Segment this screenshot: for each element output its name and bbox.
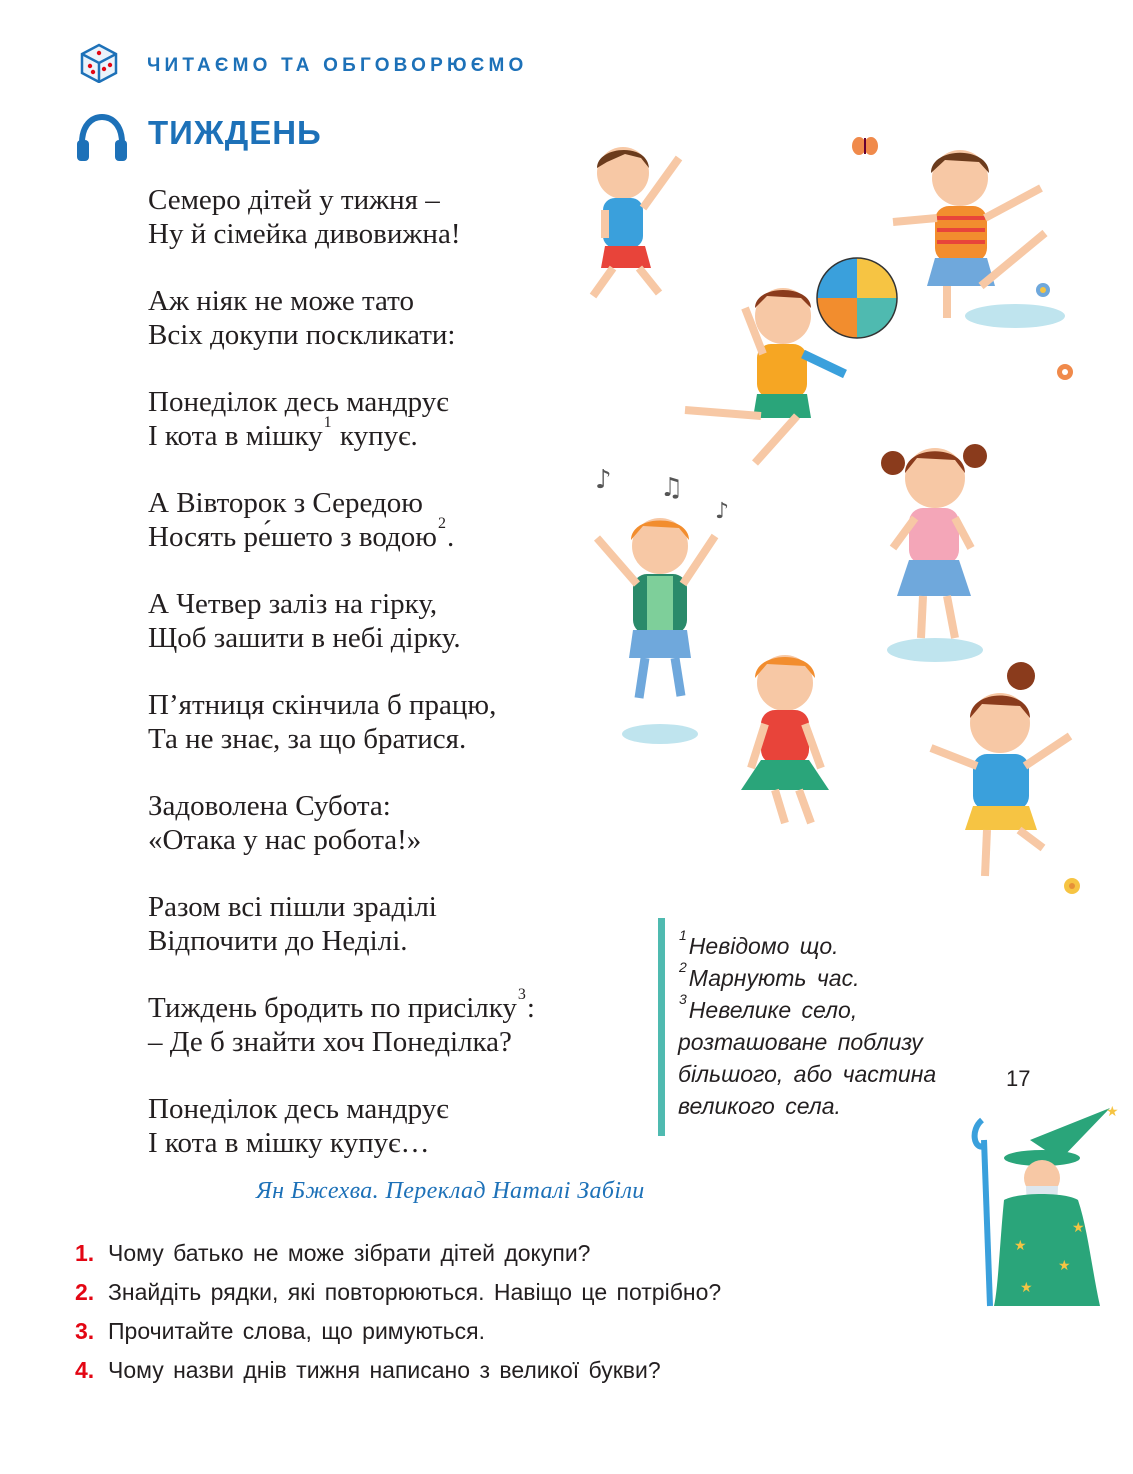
poem-line: Задоволена Субота:: [148, 790, 391, 822]
poem-line: Разом всі пішли зраділі: [148, 891, 437, 923]
question-number: 3.: [75, 1318, 95, 1344]
poem-line: [148, 515, 535, 554]
poem-line: – Де б знайти хоч Понеділка?: [148, 1026, 512, 1058]
poem-line: А Вівторок з Середою: [148, 487, 423, 519]
poem-stanza: [148, 688, 535, 756]
page-number: 17: [1006, 1066, 1031, 1091]
svg-text:★: ★: [1020, 1280, 1033, 1296]
poem-line: Та не знає, за що братися.: [148, 723, 467, 755]
poem-stanza: [148, 1092, 535, 1160]
svg-text:★: ★: [1106, 1104, 1119, 1120]
author-credit: Ян Бжехва. Переклад Наталі Забіли: [256, 1178, 645, 1204]
question-number: 4.: [75, 1357, 95, 1383]
poem-text: Носять ре́шето з водою: [148, 521, 437, 553]
wizard-illustration: [960, 1100, 1120, 1310]
question-text: Чому батько не може зібрати дітей докупи?: [108, 1240, 591, 1266]
poem-stanza: [148, 789, 535, 857]
poem-stanza: [148, 986, 535, 1059]
poem: [148, 183, 535, 1193]
section-label: ЧИТАЄМО ТА ОБГОВОРЮЄМО: [147, 55, 528, 76]
poem-line: [148, 986, 535, 1025]
poem-line: Щоб зашити в небі дірку.: [148, 622, 461, 654]
footnote-number: 1: [679, 927, 687, 943]
poem-text: Тиждень бродить по присілку: [148, 992, 517, 1024]
svg-text:♫: ♫: [660, 473, 684, 503]
footnote-text: Невелике село,: [688, 997, 858, 1023]
poem-line: Семеро дітей у тижня –: [148, 184, 440, 216]
svg-text:♪: ♪: [715, 499, 730, 524]
footnotes-box: [658, 918, 995, 1136]
poem-text: :: [526, 992, 535, 1024]
question-item: [75, 1273, 721, 1312]
svg-text:★: ★: [1014, 1238, 1027, 1254]
children-illustration: [575, 118, 1095, 918]
poem-line: І кота в мішку купує…: [148, 1127, 430, 1159]
footnote-continuation: розташоване поблизу: [678, 1029, 923, 1055]
svg-text:★: ★: [1072, 1220, 1085, 1236]
poem-line: Відпочити до Неділі.: [148, 925, 408, 957]
poem-line: Ну й сімейка дивовижна!: [148, 218, 461, 250]
question-text: Знайдіть рядки, які повторюються. Навіщо це потрібно?: [108, 1279, 722, 1305]
question-item: [75, 1351, 721, 1390]
footnote: [678, 927, 995, 962]
question-item: [75, 1312, 721, 1351]
poem-stanza: [148, 183, 535, 251]
poem-stanza: [148, 385, 535, 453]
poem-stanza: [148, 284, 535, 352]
footnote: [678, 991, 995, 1026]
poem-line: Понеділок десь мандрує: [148, 386, 449, 418]
footnote-mark: 2: [437, 515, 446, 532]
footnote-mark: 3: [517, 986, 526, 1003]
dice-icon: [80, 43, 118, 83]
poem-text: .: [446, 521, 455, 553]
poem-line: [148, 414, 535, 453]
footnote-mark: 1: [323, 414, 332, 431]
question-text: Чому назви днів тижня написано з великої букви?: [108, 1357, 661, 1383]
question-number: 1.: [75, 1240, 95, 1266]
poem-line: Аж ніяк не може тато: [148, 285, 414, 317]
footnote-text: Невідомо що.: [688, 933, 839, 959]
poem-text: І кота в мішку: [148, 420, 323, 452]
footnote-number: 3: [679, 991, 687, 1007]
poem-line: «Отака у нас робота!»: [148, 824, 422, 856]
question-text: Прочитайте слова, що римуються.: [108, 1318, 485, 1344]
page-title: ТИЖДЕНЬ: [148, 114, 322, 151]
poem-line: Всіх докупи поскликати:: [148, 319, 456, 351]
footnote: [678, 959, 995, 994]
footnote-number: 2: [679, 959, 687, 975]
question-number: 2.: [75, 1279, 95, 1305]
questions-list: [75, 1234, 721, 1390]
poem-line: Понеділок десь мандрує: [148, 1093, 449, 1125]
poem-stanza: [148, 587, 535, 655]
headphones-icon[interactable]: [74, 113, 130, 163]
svg-text:★: ★: [1058, 1258, 1071, 1274]
poem-text: купує.: [339, 420, 418, 452]
poem-stanza: [148, 890, 535, 958]
poem-line: П’ятниця скінчила б працю,: [148, 689, 497, 721]
footnote-continuation: великого села.: [678, 1093, 841, 1119]
poem-line: А Четвер заліз на гірку,: [148, 588, 438, 620]
poem-stanza: [148, 486, 535, 554]
footnote-continuation: більшого, або частина: [678, 1061, 937, 1087]
svg-text:♪: ♪: [595, 465, 612, 495]
question-item: [75, 1234, 721, 1273]
footnote-text: Марнують час.: [688, 965, 860, 991]
